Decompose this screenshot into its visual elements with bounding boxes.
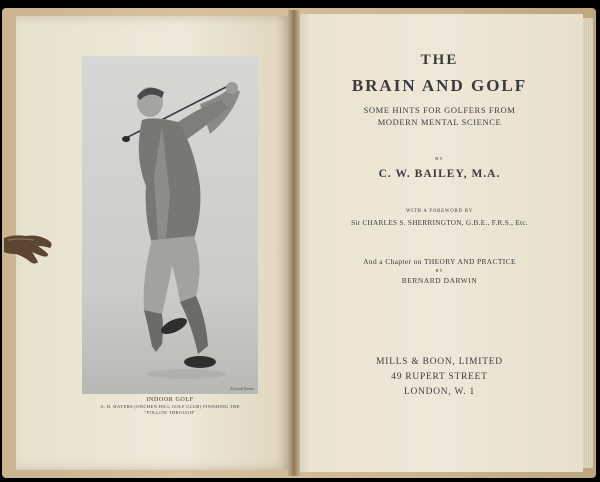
page-edges xyxy=(583,18,593,468)
photo-credit: Richard Keene xyxy=(230,386,254,391)
caption-line-2: "FOLLOW THROUGH" xyxy=(144,410,196,415)
book-title: BRAIN AND GOLF xyxy=(351,76,528,95)
caption-title: INDOOR GOLF xyxy=(146,397,194,403)
foreword-author: Sir CHARLES S. SHERRINGTON, G.B.E., F.R.S., Etc. xyxy=(351,219,528,227)
hand-clip-icon xyxy=(4,224,54,268)
golfer-figure xyxy=(82,56,258,394)
subtitle-line-2: MODERN MENTAL SCIENCE xyxy=(377,117,502,127)
author-name: C. W. BAILEY, M.A. xyxy=(378,168,501,180)
publisher-name: MILLS & BOON, LIMITED xyxy=(376,357,503,367)
publisher-city: LONDON, W. 1 xyxy=(403,387,476,397)
by-label-2: BY xyxy=(435,268,444,273)
by-label: BY xyxy=(435,156,444,161)
caption-text xyxy=(82,404,258,416)
golfer-photograph xyxy=(82,56,258,394)
publisher-address: 49 RUPERT STREET xyxy=(391,372,488,382)
subtitle-line-1: SOME HINTS FOR GOLFERS FROM xyxy=(363,105,516,115)
chapter-author: BERNARD DARWIN xyxy=(401,276,478,285)
chapter-line: And a Chapter on THEORY AND PRACTICE xyxy=(363,257,516,266)
foreword-intro: WITH A FOREWORD BY xyxy=(405,209,474,214)
title-the: THE xyxy=(420,52,459,68)
caption-line-1: A. H. HAYERS (ONCHEN HILL GOLF CLUB) FINISHING THE xyxy=(100,404,240,409)
